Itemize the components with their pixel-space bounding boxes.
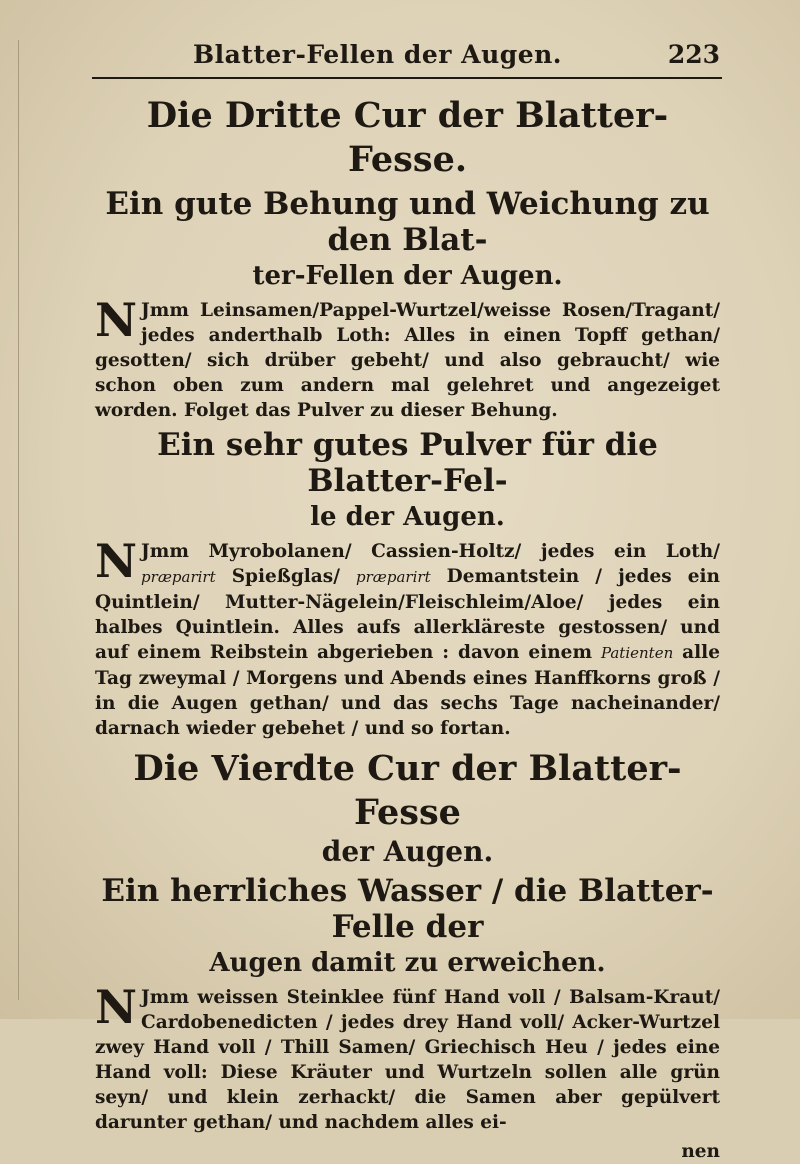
section1-text [95,293,720,423]
cure4-title-line2: der Augen. [321,835,494,868]
section3-text [95,980,720,1135]
section3-title-line1: Ein herrliches Wasser / die Blatter-Felle der [101,873,714,945]
section2-body-c: Demantstein / jedes ein Quintlein/ Mutter-Nägelein/Fleischleim/Aloe/ jedes ein halbes Quintlein. Alles aufs allerkläreste gestossen/ und auf einem Reibstein abgerieben : davon einem [95,566,720,663]
section2-body-a: Jmm Myrobolanen/ Cassien-Holtz/ jedes ein Loth/ [141,541,720,562]
section3-body: Jmm weissen Steinklee fünf Hand voll / Balsam-Kraut/ Cardobenedicten / jedes drey Hand voll/ Acker-Wurtzel zwey Hand voll / Thill Samen/ Griechisch Heu / jedes eine Hand voll: Diese Kräuter und Wurtzeln sollen alle grün seyn/ und klein zerhackt/ die Samen aber gepülvert darunter gethan/ und nachdem alles ei- [95,987,720,1133]
cure4-title-line1: Die Vierdte Cur der Blatter-Fesse [133,748,682,833]
section2-initial: N [95,534,138,588]
section2-title-line1: Ein sehr gutes Pulver für die Blatter-Fel- [157,427,658,499]
section2-latin-3: Patienten [600,644,674,662]
section2-title [95,427,720,535]
page-number: 223 [667,40,720,69]
section2-latin-1: præparirt [141,568,216,586]
catchword: nen [681,1141,720,1162]
header-rule [92,77,722,79]
section3-initial: N [95,980,138,1034]
section3-title-line2: Augen damit zu erweichen. [209,948,606,978]
section2-body-b: Spießglas/ [231,566,340,587]
running-title: Blatter-Fellen der Augen. [192,40,563,69]
section2-body-d: alle Tag zweymal / Morgens und Abends eines Hanffkorns groß / in die Augen gethan/ und das sechs Tage nacheinander/ darnach wieder gebehet / und so fortan. [95,642,720,739]
section2-title-line2: le der Augen. [310,502,505,532]
page-edge-line [18,40,19,1000]
section1-title-line1: Ein gute Behung und Weichung zu den Blat- [105,186,710,258]
section1-title [95,186,720,294]
section2-text [95,534,720,741]
section3-title [95,873,720,981]
section1-initial: N [95,293,138,347]
cure3-title: Die Dritte Cur der Blatter-Fesse. [146,95,669,180]
section1-body: Jmm Leinsamen/Pappel-Wurtzel/weisse Rosen/Tragant/ jedes anderthalb Loth: Alles in einen Topff gethan/ gesotten/ sich drüber gebeht/ und also gebraucht/ wie schon oben zum andern mal gelehret und angezeiget worden. Folget das Pulver zu dieser Behung. [95,300,720,421]
section1-title-line2: ter-Fellen der Augen. [252,261,563,291]
section2-latin-2: præparirt [356,568,431,586]
page-content [95,88,720,1164]
cure4-title [95,747,720,869]
page-header [95,40,720,74]
